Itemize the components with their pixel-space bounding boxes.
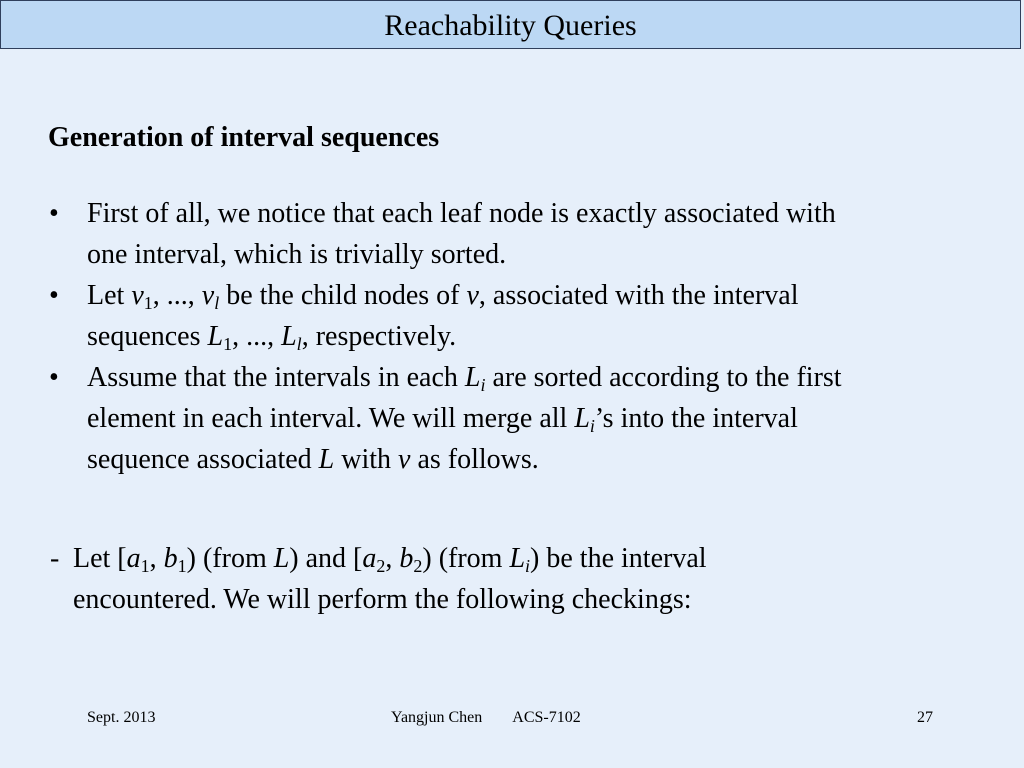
dash-item-line-2: encountered. We will perform the following checkings: [73, 584, 692, 615]
footer-page-number: 27 [917, 709, 933, 726]
footer-author: Yangjun Chen [391, 709, 483, 726]
bullet-3-line-3: sequence associated L with v as follows. [87, 444, 539, 475]
bullet-marker: • [49, 280, 59, 311]
dash-item [50, 538, 950, 620]
bullet-item-2 [44, 275, 1014, 357]
dash-marker: - [50, 543, 60, 574]
bullet-1-line-1: First of all, we notice that each leaf node is exactly associated with [87, 198, 836, 229]
bullet-2-line-2: sequences $L_1$, ..., $L_l$, respectively. [87, 321, 457, 354]
dash-item-line-1: Let [$a_1$, $b_1$) (from L) and [$a_2$, $b_2$) (from $L_i$) be the interval [73, 543, 707, 576]
bullet-item-3 [44, 357, 1014, 480]
bullet-marker: • [49, 362, 59, 393]
bullet-3-line-1: Assume that the intervals in each $L_i$ are sorted according to the first [87, 362, 842, 395]
bullet-list [44, 193, 1014, 480]
slide-title: Reachability Queries [384, 9, 637, 42]
bullet-2-line-1: Let $v_1$, ..., $v_l$ be the child nodes of v, associated with the interval [87, 280, 799, 313]
footer-date: Sept. 2013 [87, 709, 156, 726]
slide-title-bar [0, 0, 1021, 49]
bullet-1-line-2: one interval, which is trivially sorted. [87, 239, 507, 270]
bullet-marker: • [49, 198, 59, 229]
bullet-item-1 [44, 193, 1014, 275]
footer-author-course [391, 708, 581, 728]
bullet-3-line-2: element in each interval. We will merge all $L_i’s$ into the interval [87, 403, 798, 436]
footer-course: ACS-7102 [512, 709, 581, 726]
section-heading: Generation of interval sequences [48, 122, 440, 153]
